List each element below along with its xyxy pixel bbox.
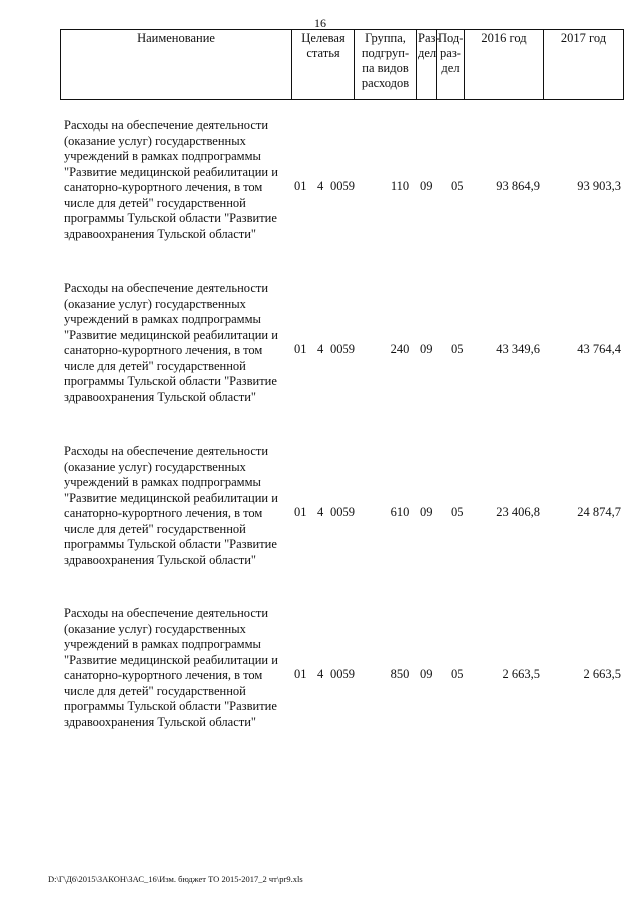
row-group: 850 xyxy=(390,667,410,681)
row-subsection: 05 xyxy=(451,342,464,356)
row-name: Расходы на обеспечение деятельности (оказание услуг) государственных учреждений в рамках подпрограммы "Развитие медицинской реабилитации и санаторно-курортного лечения, в том числе для детей" государственной программы Тульской области "Развитие здравоохранения Тульской области" xyxy=(64,118,278,241)
header-name: Наименование xyxy=(61,30,292,100)
row-section: 09 xyxy=(420,505,433,519)
page-number: 16 xyxy=(314,16,326,30)
row-subsection: 05 xyxy=(451,505,464,519)
row-subsection: 05 xyxy=(451,179,464,193)
row-program: 01 xyxy=(294,667,307,681)
row-section: 09 xyxy=(420,179,433,193)
row-section: 09 xyxy=(420,342,433,356)
row-subprogram: 4 xyxy=(317,667,324,681)
row-subprogram: 4 xyxy=(317,179,324,193)
header-subsection: Под- раз- дел xyxy=(437,30,465,100)
row-direction: 0059 xyxy=(330,342,355,356)
row-value-2016: 93 864,9 xyxy=(496,179,540,193)
header-year-2016: 2016 год xyxy=(465,30,544,100)
row-value-2016: 2 663,5 xyxy=(502,667,540,681)
header-year-2017: 2017 год xyxy=(544,30,624,100)
row-value-2017: 24 874,7 xyxy=(577,505,621,519)
row-group: 110 xyxy=(390,179,410,193)
footer-file-path: D:\Г\Д6\2015\ЗАКОН\ЗАС_16\Изм. бюджет ТО 2015-2017_2 чт\pr9.xls xyxy=(48,874,303,884)
row-program: 01 xyxy=(294,179,307,193)
header-section: Раз- дел xyxy=(417,30,437,100)
row-name: Расходы на обеспечение деятельности (оказание услуг) государственных учреждений в рамках подпрограммы "Развитие медицинской реабилитации и санаторно-курортного лечения, в том числе для детей" государственной программы Тульской области "Развитие здравоохранения Тульской области" xyxy=(64,444,278,567)
row-direction: 0059 xyxy=(330,667,355,681)
row-subsection: 05 xyxy=(451,667,464,681)
row-value-2017: 43 764,4 xyxy=(577,342,621,356)
row-program: 01 xyxy=(294,505,307,519)
row-name: Расходы на обеспечение деятельности (оказание услуг) государственных учреждений в рамках подпрограммы "Развитие медицинской реабилитации и санаторно-курортного лечения, в том числе для детей" государственной программы Тульской области "Развитие здравоохранения Тульской области" xyxy=(64,281,278,404)
row-section: 09 xyxy=(420,667,433,681)
row-program: 01 xyxy=(294,342,307,356)
row-value-2016: 43 349,6 xyxy=(496,342,540,356)
row-direction: 0059 xyxy=(330,179,355,193)
row-name: Расходы на обеспечение деятельности (оказание услуг) государственных учреждений в рамках подпрограммы "Развитие медицинской реабилитации и санаторно-курортного лечения, в том числе для детей" государственной программы Тульской области "Развитие здравоохранения Тульской области" xyxy=(64,606,278,729)
row-subprogram: 4 xyxy=(317,505,324,519)
row-value-2016: 23 406,8 xyxy=(496,505,540,519)
table-header xyxy=(60,29,624,100)
row-direction: 0059 xyxy=(330,505,355,519)
row-value-2017: 93 903,3 xyxy=(577,179,621,193)
row-group: 610 xyxy=(390,505,410,519)
header-group: Группа, подгруп- па видов расходов xyxy=(355,30,417,100)
header-target-article: Целевая статья xyxy=(292,30,355,100)
row-value-2017: 2 663,5 xyxy=(583,667,621,681)
row-group: 240 xyxy=(390,342,410,356)
row-subprogram: 4 xyxy=(317,342,324,356)
